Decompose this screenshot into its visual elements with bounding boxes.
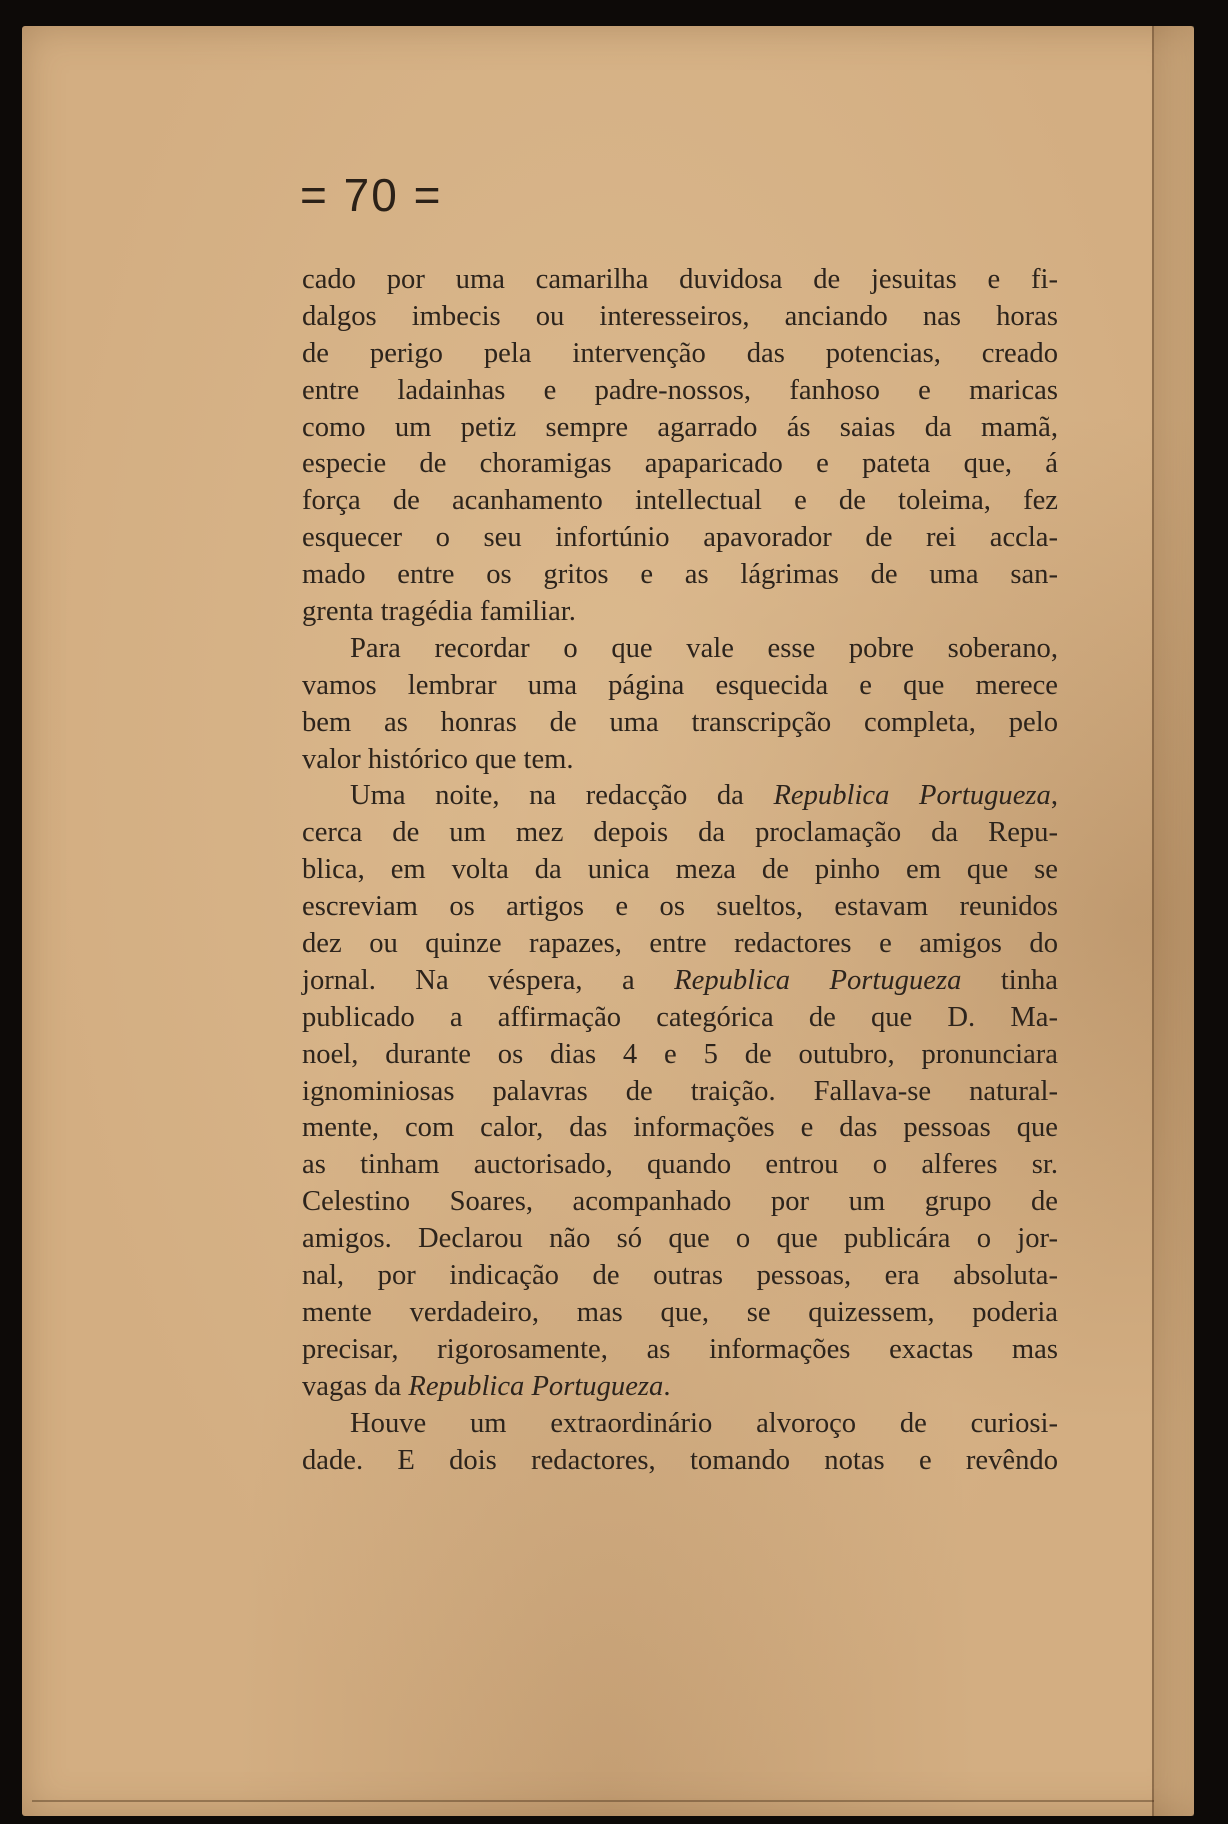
- text-line: [302, 705, 1058, 742]
- text-line-content: Houve um extraordinário alvoroço de curiosi-: [350, 1407, 1058, 1439]
- text-line-content: publicado a affirmação categórica de que D. Ma-: [302, 1001, 1058, 1033]
- text-line-content: noel, durante os dias 4 e 5 de outubro, pronunciara: [302, 1038, 1058, 1070]
- text-line-content: vagas da Republica Portugueza.: [302, 1370, 671, 1402]
- text-line-content: Para recordar o que vale esse pobre soberano,: [350, 632, 1058, 664]
- text-line: [302, 926, 1058, 963]
- text-line: [302, 520, 1058, 557]
- text-line: [302, 1258, 1058, 1295]
- page-bottom-edge: [32, 1800, 1154, 1802]
- text-line: [302, 1037, 1058, 1074]
- text-line-content: como um petiz sempre agarrado ás saias da mamã,: [302, 411, 1058, 443]
- text-line-content: Uma noite, na redacção da Republica Portugueza,: [350, 780, 1058, 812]
- text-line: [302, 1221, 1058, 1258]
- text-line: [302, 1147, 1058, 1184]
- text-line-content: cerca de um mez depois da proclamação da Repu-: [302, 817, 1058, 849]
- text-line-content: vamos lembrar uma página esquecida e que merece: [302, 669, 1058, 701]
- text-line: [302, 815, 1058, 852]
- text-line-content: mente verdadeiro, mas que, se quizessem, poderia: [302, 1296, 1058, 1328]
- text-line: [302, 963, 1058, 1000]
- newspaper-title: Republica Portugueza: [773, 780, 1051, 812]
- text-line-content: de perigo pela intervenção das potencias, creado: [302, 337, 1058, 369]
- text-line: [302, 1443, 1058, 1480]
- text-line: [302, 1000, 1058, 1037]
- text-line-content: dez ou quinze rapazes, entre redactores e amigos do: [302, 928, 1058, 960]
- newspaper-title: Republica Portugueza: [674, 964, 962, 996]
- text-line: [302, 1406, 1058, 1443]
- text-line-content: cado por uma camarilha duvidosa de jesuitas e fi-: [302, 264, 1058, 295]
- text-line: [302, 373, 1058, 410]
- text-line-content: mente, com calor, das informações e das pessoas que: [302, 1112, 1058, 1144]
- text-line: [302, 742, 1058, 779]
- text-line-content: jornal. Na véspera, a Republica Portugueza tinha: [302, 964, 1058, 996]
- text-line-content: as tinham auctorisado, quando entrou o alferes sr.: [302, 1149, 1058, 1181]
- text-line: [302, 778, 1058, 815]
- text-line-content: mado entre os gritos e as lágrimas de uma san-: [302, 559, 1058, 591]
- text-line: [302, 1074, 1058, 1111]
- text-line: [302, 631, 1058, 668]
- text-line: [302, 446, 1058, 483]
- text-line: [302, 889, 1058, 926]
- text-line-content: grenta tragédia familiar.: [302, 596, 576, 628]
- text-line: [302, 262, 1058, 299]
- text-line: [302, 1295, 1058, 1332]
- text-line-content: nal, por indicação de outras pessoas, era absoluta-: [302, 1260, 1058, 1292]
- text-line: [302, 1369, 1058, 1406]
- text-line: [302, 299, 1058, 336]
- text-line-content: precisar, rigorosamente, as informações exactas mas: [302, 1333, 1058, 1365]
- newspaper-title: Republica Portugueza: [408, 1370, 664, 1402]
- text-line-content: entre ladainhas e padre-nossos, fanhoso e maricas: [302, 374, 1058, 406]
- text-line-content: escreviam os artigos e os sueltos, estavam reunidos: [302, 891, 1058, 923]
- text-line-content: força de acanhamento intellectual e de toleima, fez: [302, 485, 1058, 517]
- body-text: [302, 262, 1058, 1479]
- text-line: [302, 668, 1058, 705]
- text-line-content: dalgos imbecis ou interesseiros, anciando nas horas: [302, 300, 1058, 332]
- text-line-content: esquecer o seu infortúnio apavorador de rei accla-: [302, 522, 1058, 554]
- text-line: [302, 1332, 1058, 1369]
- text-line-content: dade. E dois redactores, tomando notas e revêndo: [302, 1444, 1058, 1476]
- text-line-content: amigos. Declarou não só que o que publicára o jor-: [302, 1223, 1058, 1255]
- page-number: = 70 =: [300, 169, 443, 221]
- text-line: [302, 1184, 1058, 1221]
- text-line: [302, 1110, 1058, 1147]
- text-line-content: valor histórico que tem.: [302, 743, 574, 775]
- text-line-content: Celestino Soares, acompanhado por um grupo de: [302, 1186, 1058, 1218]
- text-line: [302, 410, 1058, 447]
- text-line: [302, 557, 1058, 594]
- page-fold-edge: [1152, 26, 1194, 1816]
- text-line-content: especie de choramigas apaparicado e pateta que, á: [302, 448, 1058, 480]
- text-line-content: bem as honras de uma transcripção completa, pelo: [302, 706, 1058, 738]
- text-line: [302, 483, 1058, 520]
- text-line: [302, 594, 1058, 631]
- text-line-content: ignominiosas palavras de traição. Fallava-se natural-: [302, 1075, 1058, 1107]
- text-line: [302, 336, 1058, 373]
- text-line: [302, 852, 1058, 889]
- text-line-content: blica, em volta da unica meza de pinho em que se: [302, 854, 1058, 886]
